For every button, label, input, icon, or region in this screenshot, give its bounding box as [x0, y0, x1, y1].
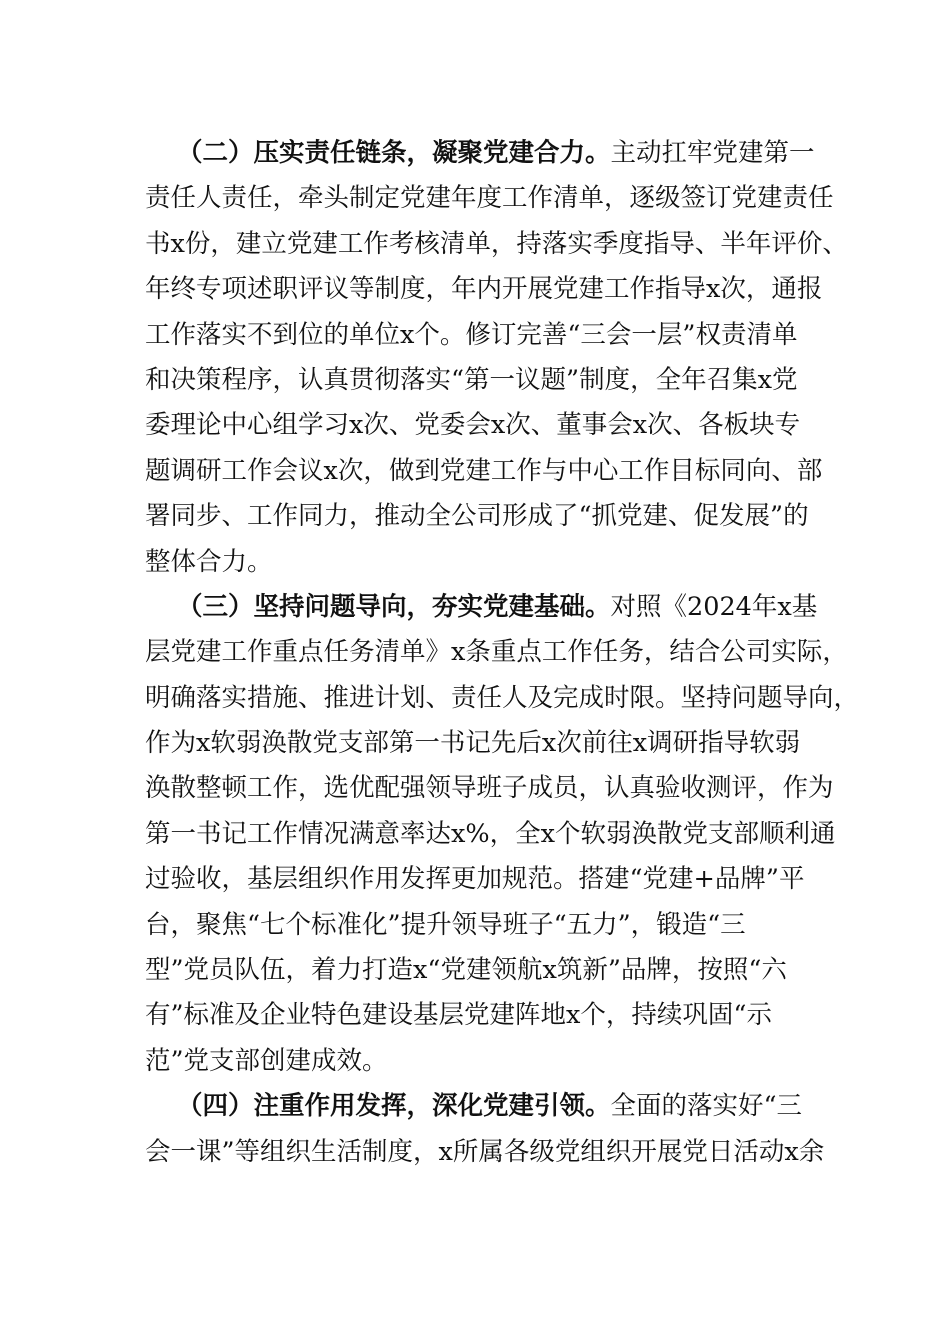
paragraph-line: 有”标准及企业特色建设基层党建阵地x个，持续巩固“示 [145, 1000, 772, 1031]
paragraph-text: 全面的落实好“三 [610, 1091, 803, 1122]
paragraph-line: 责任人责任，牵头制定党建年度工作清单，逐级签订党建责任 [145, 183, 834, 214]
paragraph-line: 层党建工作重点任务清单》x条重点工作任务，结合公司实际， [145, 637, 848, 668]
paragraph-line: 会一课”等组织生活制度，x所属各级党组织开展党日活动x余 [145, 1136, 825, 1167]
paragraph-line: 整体合力。 [145, 546, 273, 577]
paragraph-line: 书x份，建立党建工作考核清单，持落实季度指导、半年评价、 [145, 228, 848, 259]
paragraph-line: 和决策程序，认真贯彻落实“第一议题”制度，全年召集x党 [145, 364, 798, 395]
paragraph-line: 委理论中心组学习x次、党委会x次、董事会x次、各板块专 [145, 410, 801, 441]
paragraph-first-line [145, 585, 835, 630]
document-body [145, 131, 860, 1175]
section-heading: （四）注重作用发挥，深化党建引领。 [177, 1091, 611, 1122]
paragraph-line: 台，聚焦“七个标准化”提升领导班子“五力”，锻造“三 [145, 909, 746, 940]
paragraph-line: 型”党员队伍，着力打造x“党建领航x筑新”品牌，按照“六 [145, 955, 787, 986]
paragraph-line: 工作落实不到位的单位x个。修订完善“三会一层”权责清单 [145, 319, 798, 350]
section-heading: （三）坚持问题导向，夯实党建基础。 [177, 591, 611, 622]
paragraph-line: 题调研工作会议x次，做到党建工作与中心工作目标同向、部 [145, 455, 823, 486]
paragraph-4 [145, 1084, 835, 1175]
paragraph-line: 作为x软弱涣散党支部第一书记先后x次前往x调研指导软弱 [145, 728, 801, 759]
paragraph-line: 明确落实措施、推进计划、责任人及完成时限。坚持问题导向， [145, 682, 860, 713]
section-heading: （二）压实责任链条，凝聚党建合力。 [177, 138, 611, 168]
paragraph-line: 范”党支部创建成效。 [145, 1045, 388, 1076]
paragraph-line: 署同步、工作同力，推动全公司形成了“抓党建、促发展”的 [145, 501, 809, 532]
paragraph-text: 主动扛牢党建第一 [610, 138, 815, 168]
paragraph-3 [145, 585, 860, 1084]
paragraph-first-line [145, 131, 835, 176]
paragraph-line: 过验收，基层组织作用发挥更加规范。搭建“党建+品牌”平 [145, 864, 805, 895]
paragraph-line: 第一书记工作情况满意率达x%，全x个软弱涣散党支部顺利通 [145, 818, 836, 849]
paragraph-line: 涣散整顿工作，选优配强领导班子成员，认真验收测评，作为 [145, 773, 834, 804]
paragraph-first-line [145, 1084, 835, 1129]
paragraph-line: 年终专项述职评议等制度，年内开展党建工作指导x次，通报 [145, 274, 823, 305]
paragraph-text: 对照《2024年x基 [610, 591, 818, 622]
paragraph-2 [145, 131, 848, 585]
